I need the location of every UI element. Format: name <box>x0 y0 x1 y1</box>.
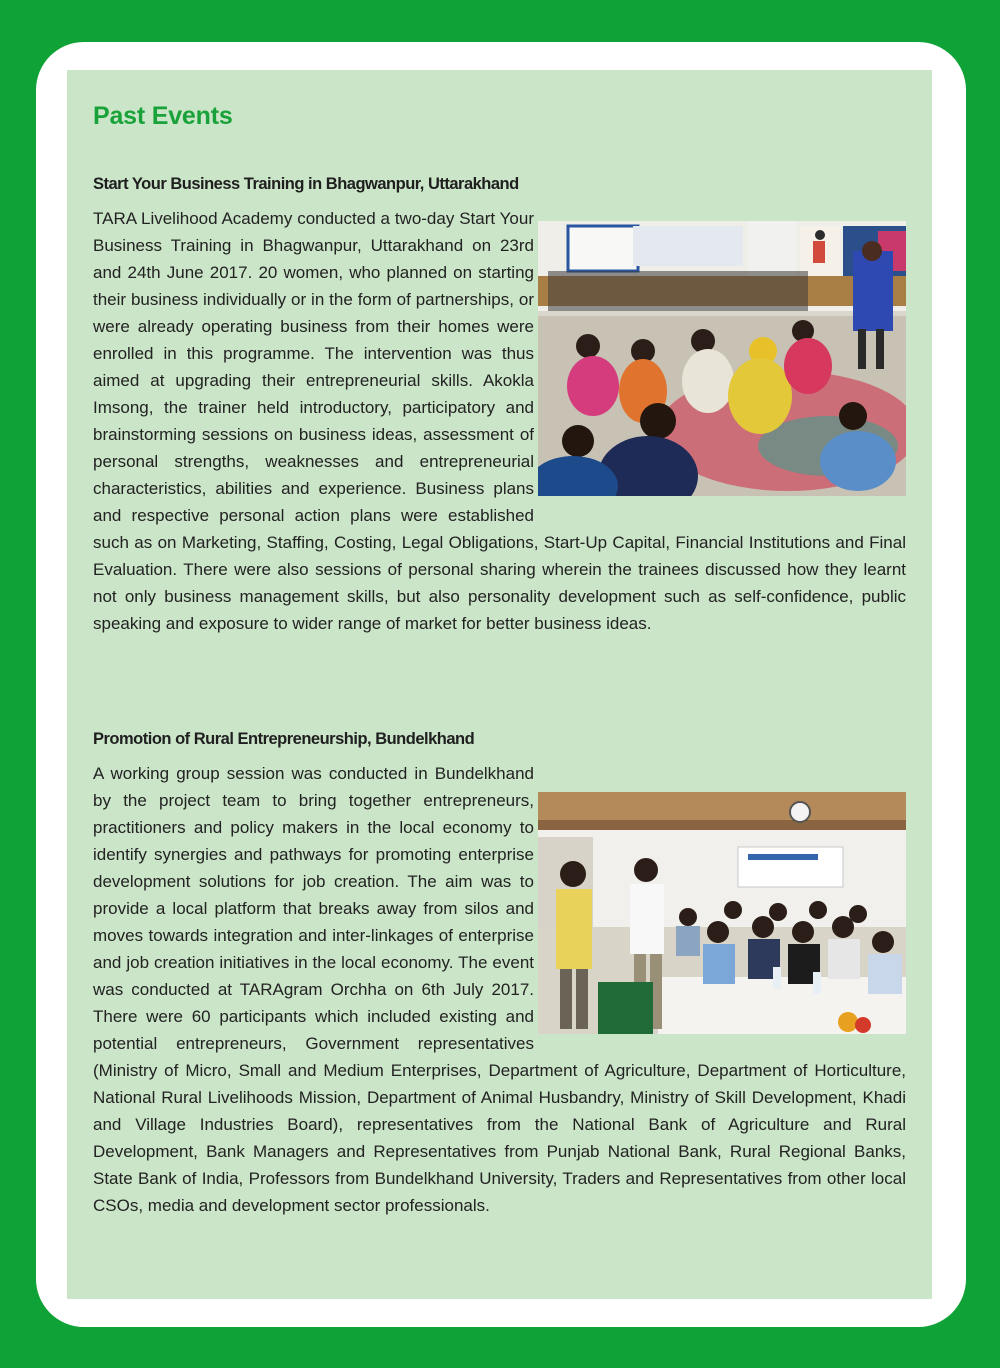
section-body-sybt-text: TARA Livelihood Academy conducted a two-day Start Your Business Training in Bhagwanpur, Uttarakhand on 23rd and 24th June 2017. 20 women, who planned on starting their business individually or in the form of partnerships, or were already operating business from their homes were enrolled in this programme. The intervention was thus aimed at upgrading their entrepreneurial skills. Akokla Imsong, the trainer held introductory, participatory and brainstorming sessions on business ideas, assessment of personal strengths, weaknesses and entrepreneurial characteristics, abilities and experience. Business plans and respective personal action plans were established such as on Marketing, Staffing, Costing, Legal Obligations, Start-Up Capital, Financial Institutions and Final Evaluation. There were also sessions of personal sharing wherein the trainees discussed how they learnt not only business management skills, but also personality development such as self-confidence, public speaking and exposure to wider range of market for better business ideas. <box>93 209 906 633</box>
section-body-sybt <box>93 205 906 637</box>
section-heading-rural-entrepreneurship: Promotion of Rural Entrepreneurship, Bundelkhand <box>93 730 475 748</box>
photo-spacer <box>534 760 906 1055</box>
section-body-rural-entrepreneurship-text: A working group session was conducted in Bundelkhand by the project team to bring together entrepreneurs, practitioners and policy makers in the local economy to identify synergies and pathways for promoting enterprise development solutions for job creation. The aim was to provide a local platform that breaks away from silos and moves towards integration and inter-linkages of enterprise and job creation initiatives in the local economy. The event was conducted at TARAgram Orchha on 6th July 2017. There were 60 participants which included existing and potential entrepreneurs, Government representatives (Ministry of Micro, Small and Medium Enterprises, Department of Agriculture, Department of Horticulture, National Rural Livelihoods Mission, Department of Animal Husbandry, Ministry of Skill Development, Khadi and Village Industries Board), representatives from the National Bank of Agriculture and Rural Development, Bank Managers and Representatives from Punjab National Bank, Rural Regional Banks, State Bank of India, Professors from Bundelkhand University, Traders and Representatives from other local CSOs, media and development sector professionals. <box>93 764 906 1215</box>
section-body-rural-entrepreneurship <box>93 760 906 1219</box>
page-title: Past Events <box>93 102 233 130</box>
photo-spacer <box>534 205 906 527</box>
section-heading-sybt: Start Your Business Training in Bhagwanpur, Uttarakhand <box>93 175 519 193</box>
